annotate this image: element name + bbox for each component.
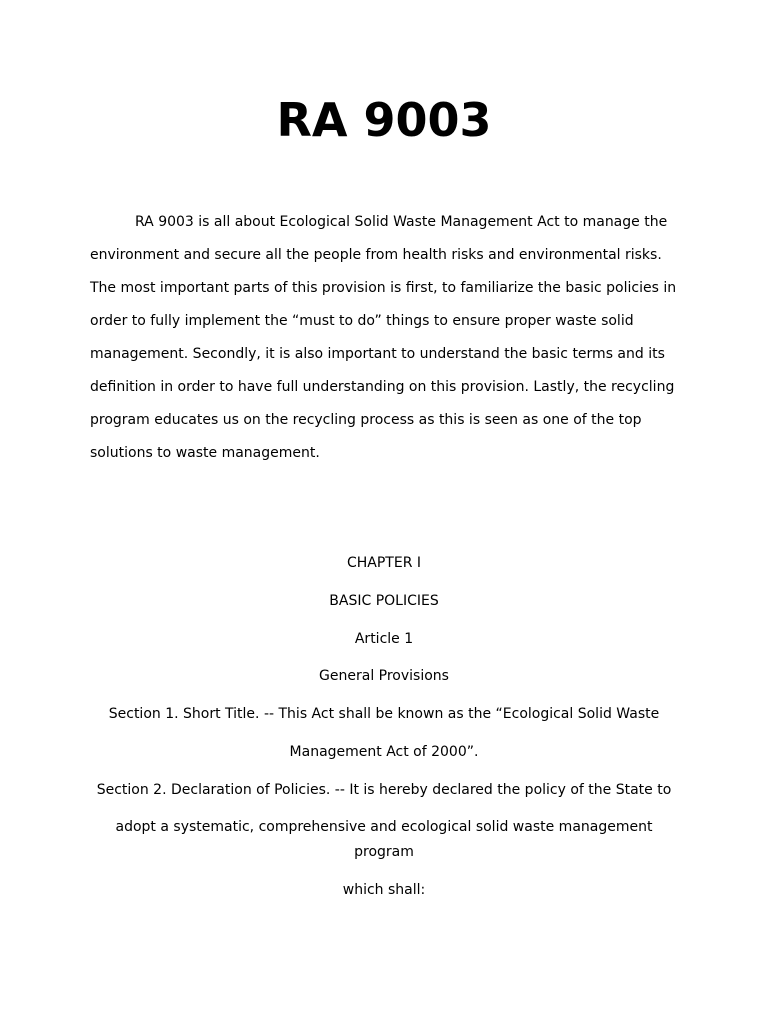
intro-line: environment and secure all the people from health risks and environmental risks.	[90, 247, 662, 263]
section-1-line-2: Management Act of 2000”.	[289, 744, 479, 760]
intro-line: order to fully implement the “must to do” things to ensure proper waste solid	[90, 313, 634, 329]
chapter-heading: CHAPTER I	[346, 555, 422, 571]
article-heading: Article 1	[354, 631, 414, 647]
intro-line: definition in order to have full understanding on this provision. Lastly, the recycling	[90, 379, 675, 395]
section-2-line-2: adopt a systematic, comprehensive and ecological solid waste management	[115, 819, 653, 835]
intro-line: RA 9003 is all about Ecological Solid Waste Management Act to manage the	[135, 214, 668, 230]
intro-paragraph	[90, 206, 680, 470]
intro-line: program educates us on the recycling process as this is seen as one of the top	[90, 412, 642, 428]
section-2-line-3: program	[354, 844, 414, 860]
article-title: General Provisions	[319, 668, 449, 684]
document-title: RA 9003	[276, 93, 492, 147]
section-1-line-1: Section 1. Short Title. -- This Act shall be known as the “Ecological Solid Waste	[108, 706, 660, 722]
chapter-title: BASIC POLICIES	[329, 593, 439, 609]
section-2-continuation	[0, 815, 768, 865]
intro-line: solutions to waste management.	[90, 445, 320, 461]
section-2-line-4: which shall:	[342, 882, 426, 898]
intro-line: The most important parts of this provision is first, to familiarize the basic policies in	[90, 280, 677, 296]
intro-line: management. Secondly, it is also important to understand the basic terms and its	[90, 346, 665, 362]
section-2-line-1: Section 2. Declaration of Policies. -- It is hereby declared the policy of the State to	[96, 782, 672, 798]
